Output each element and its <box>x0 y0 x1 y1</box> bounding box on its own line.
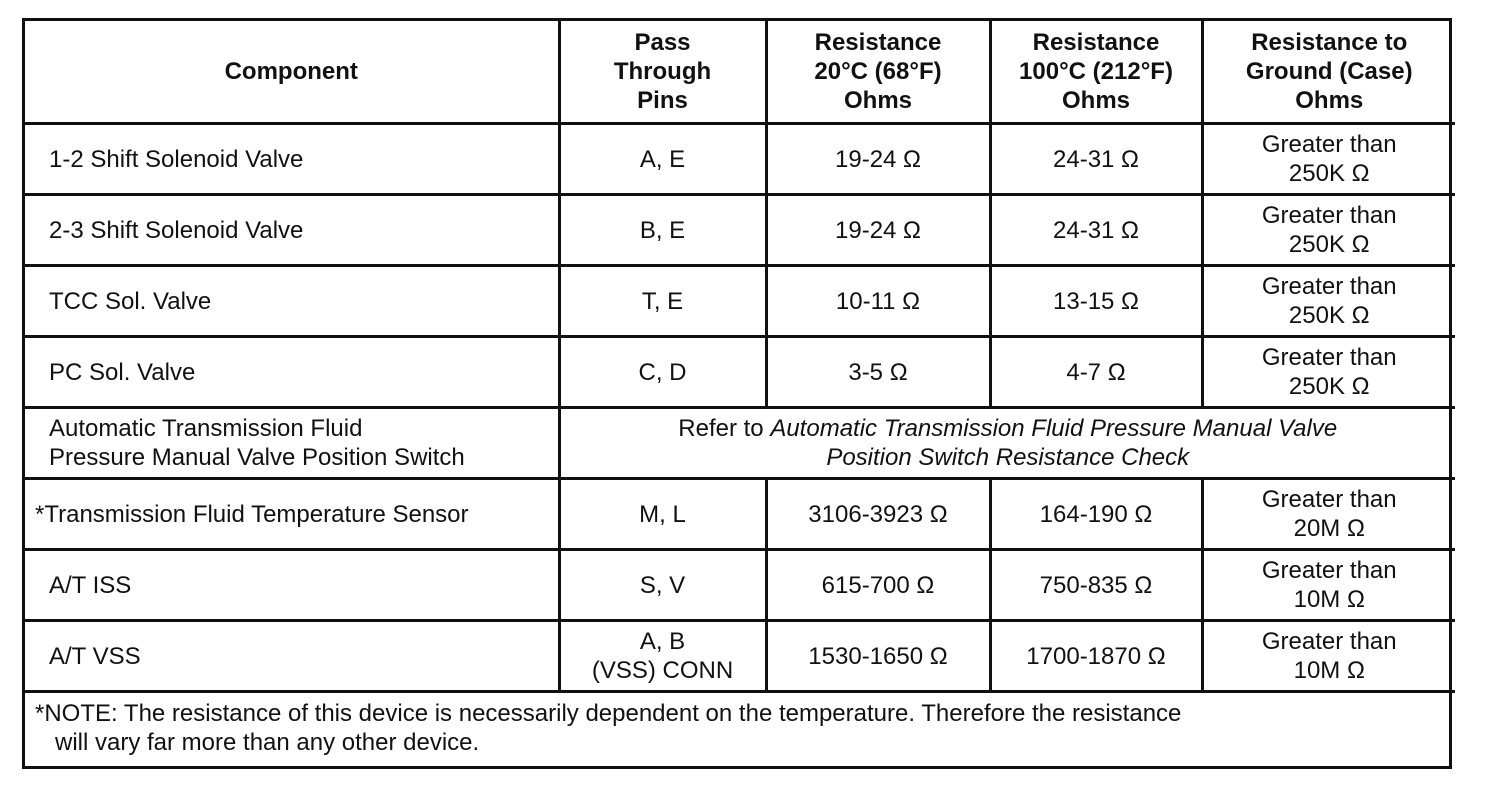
cell-pins: A, E <box>559 124 766 195</box>
cell-component <box>25 408 559 479</box>
note-row <box>25 692 1455 764</box>
header-pins-line: Pass <box>634 29 691 56</box>
cell-r20: 1530-1650 Ω <box>766 621 990 692</box>
table-row <box>25 621 1455 692</box>
resistance-table <box>25 21 1455 763</box>
cell-r20: 3106-3923 Ω <box>766 479 990 550</box>
cell-ground-line: 250K Ω <box>1288 231 1370 258</box>
resistance-table-sheet <box>22 18 1452 769</box>
table-row <box>25 550 1455 621</box>
cell-component: TCC Sol. Valve <box>25 266 559 337</box>
header-pins <box>559 21 766 124</box>
cell-ground <box>1202 479 1455 550</box>
cell-ground-line: Greater than <box>1261 557 1397 584</box>
cell-ground <box>1202 621 1455 692</box>
header-r100 <box>990 21 1202 124</box>
cell-ground-line: 250K Ω <box>1288 302 1370 329</box>
cell-ground-line: Greater than <box>1261 273 1397 300</box>
cell-pins-line: (VSS) CONN <box>591 657 734 684</box>
cell-ground-line: 250K Ω <box>1288 373 1370 400</box>
cell-ground-line: Greater than <box>1261 202 1397 229</box>
cell-r20: 19-24 Ω <box>766 195 990 266</box>
table-row <box>25 337 1455 408</box>
header-ground-line: Resistance to <box>1251 29 1408 56</box>
cell-refer <box>559 408 1455 479</box>
cell-ground-line: Greater than <box>1261 131 1397 158</box>
cell-ground <box>1202 550 1455 621</box>
header-ground <box>1202 21 1455 124</box>
note-line-2: will vary far more than any other device. <box>55 729 480 756</box>
cell-ground <box>1202 124 1455 195</box>
table-row <box>25 195 1455 266</box>
cell-ground-line: Greater than <box>1261 344 1397 371</box>
cell-ground-line: Greater than <box>1261 628 1397 655</box>
cell-component-line: Pressure Manual Valve Position Switch <box>49 444 465 471</box>
cell-pins: T, E <box>559 266 766 337</box>
cell-pins: S, V <box>559 550 766 621</box>
cell-ground <box>1202 337 1455 408</box>
cell-r20: 3-5 Ω <box>766 337 990 408</box>
cell-component-line: Automatic Transmission Fluid <box>49 415 363 442</box>
table-row <box>25 124 1455 195</box>
refer-title-part1: Automatic Transmission Fluid Pressure Manual Valve <box>770 415 1338 442</box>
cell-pins: M, L <box>559 479 766 550</box>
header-r100-line: Ohms <box>1061 87 1130 114</box>
cell-r100: 1700-1870 Ω <box>990 621 1202 692</box>
cell-component: PC Sol. Valve <box>25 337 559 408</box>
refer-prefix: Refer to <box>678 415 764 442</box>
cell-r100: 24-31 Ω <box>990 124 1202 195</box>
table-row-atf-switch <box>25 408 1455 479</box>
table-row <box>25 266 1455 337</box>
cell-ground-line: Greater than <box>1261 486 1397 513</box>
cell-component: A/T ISS <box>25 550 559 621</box>
cell-pins-line: A, B <box>639 628 686 655</box>
header-ground-line: Ground (Case) <box>1245 58 1413 85</box>
header-r20-line: 20°C (68°F) <box>814 58 942 85</box>
cell-ground-line: 250K Ω <box>1288 160 1370 187</box>
cell-r100: 750-835 Ω <box>990 550 1202 621</box>
cell-pins: C, D <box>559 337 766 408</box>
cell-ground-line: 20M Ω <box>1293 515 1365 542</box>
note-cell <box>25 692 1455 764</box>
header-r20-line: Resistance <box>814 29 942 56</box>
header-r20-line: Ohms <box>843 87 912 114</box>
cell-pins: B, E <box>559 195 766 266</box>
header-r100-line: Resistance <box>1032 29 1160 56</box>
header-pins-line: Pins <box>637 87 688 114</box>
cell-r20: 615-700 Ω <box>766 550 990 621</box>
cell-ground <box>1202 266 1455 337</box>
cell-component: A/T VSS <box>25 621 559 692</box>
header-r20 <box>766 21 990 124</box>
header-row <box>25 21 1455 124</box>
cell-r100: 13-15 Ω <box>990 266 1202 337</box>
cell-component: *Transmission Fluid Temperature Sensor <box>25 479 559 550</box>
refer-line-1 <box>561 414 1456 443</box>
header-pins-line: Through <box>613 58 712 85</box>
refer-title-part2: Position Switch Resistance Check <box>826 444 1190 471</box>
cell-r20: 19-24 Ω <box>766 124 990 195</box>
note-line-1: *NOTE: The resistance of this device is necessarily dependent on the temperature. Therefore the resistance <box>35 700 1182 727</box>
cell-r20: 10-11 Ω <box>766 266 990 337</box>
cell-r100: 4-7 Ω <box>990 337 1202 408</box>
cell-pins <box>559 621 766 692</box>
cell-component: 2-3 Shift Solenoid Valve <box>25 195 559 266</box>
cell-ground-line: 10M Ω <box>1293 657 1365 684</box>
cell-r100: 164-190 Ω <box>990 479 1202 550</box>
header-r100-line: 100°C (212°F) <box>1019 58 1173 85</box>
cell-component: 1-2 Shift Solenoid Valve <box>25 124 559 195</box>
cell-r100: 24-31 Ω <box>990 195 1202 266</box>
cell-ground-line: 10M Ω <box>1293 586 1365 613</box>
header-ground-line: Ohms <box>1295 87 1364 114</box>
cell-ground <box>1202 195 1455 266</box>
header-component: Component <box>25 21 559 124</box>
table-row <box>25 479 1455 550</box>
